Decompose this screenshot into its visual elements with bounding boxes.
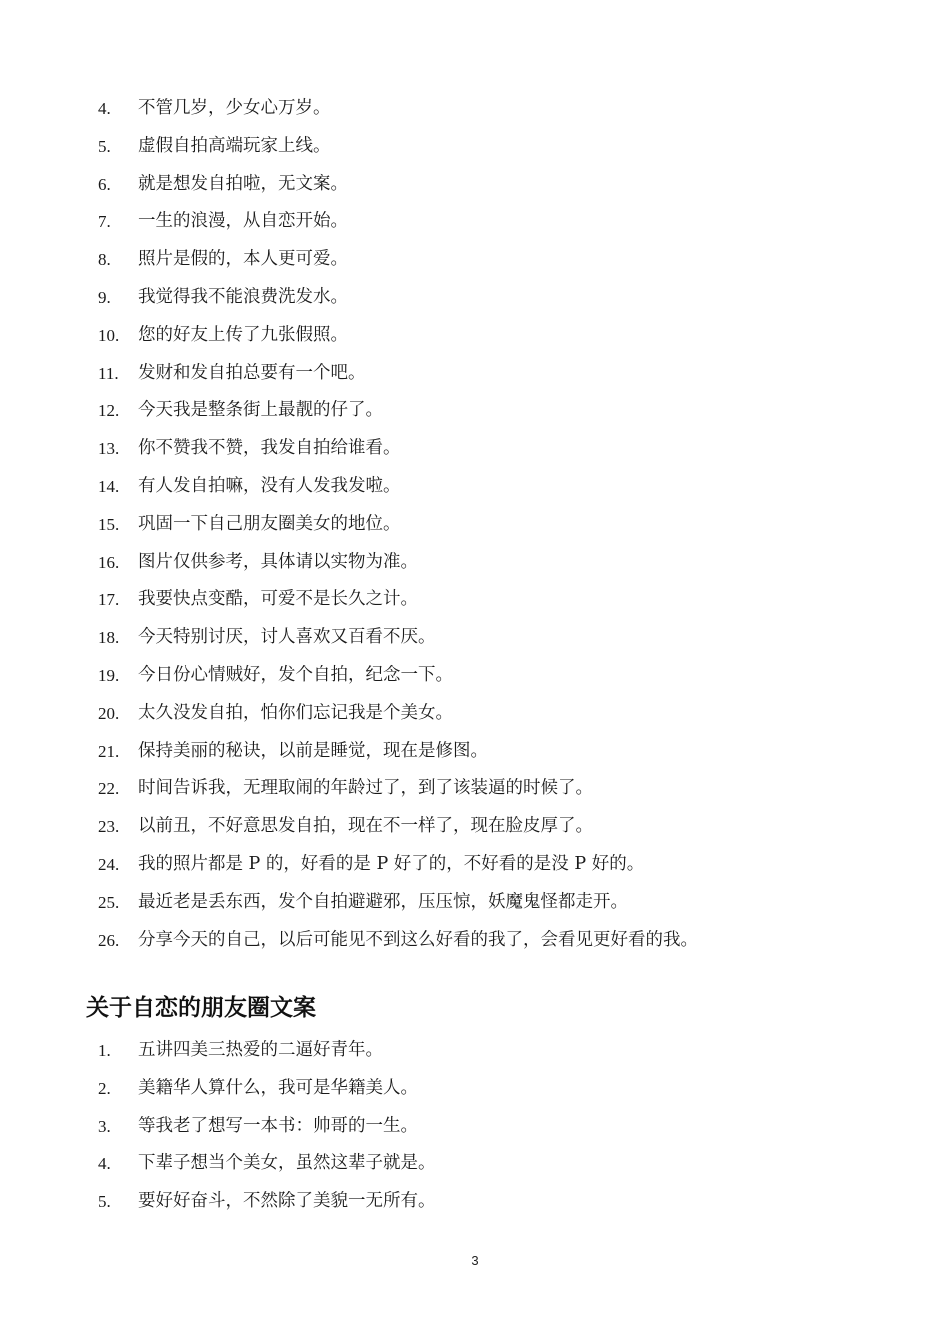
- item-number: 3.: [98, 1116, 111, 1136]
- item-text: 最近老是丢东西，发个自拍避避邪，压压惊，妖魔鬼怪都走开。: [138, 891, 628, 912]
- item-text: 图片仅供参考，具体请以实物为准。: [138, 551, 418, 572]
- list-item: [0, 733, 950, 771]
- item-number: 21.: [98, 741, 120, 761]
- list-item: [0, 203, 950, 241]
- list-item: [0, 544, 950, 582]
- list-item: [0, 581, 950, 619]
- item-number: 10.: [98, 325, 120, 345]
- item-number: 4.: [98, 99, 111, 118]
- item-number: 12.: [98, 401, 120, 421]
- item-text: 今日份心情贼好，发个自拍，纪念一下。: [138, 664, 453, 685]
- item-number: 6.: [98, 174, 111, 194]
- list-item: [0, 128, 950, 166]
- item-text: 巩固一下自己朋友圈美女的地位。: [138, 513, 401, 534]
- item-text: 照片是假的，本人更可爱。: [138, 249, 348, 270]
- item-number: 14.: [98, 476, 120, 496]
- list-item: [0, 317, 950, 355]
- item-text: 就是想发自拍啦，无文案。: [138, 173, 348, 194]
- item-text: 一生的浪漫，从自恋开始。: [138, 211, 348, 232]
- item-text: 虚假自拍高端玩家上线。: [138, 135, 331, 156]
- list-item: [0, 1070, 950, 1108]
- item-number: 5.: [98, 1192, 111, 1212]
- item-text: 保持美丽的秘诀，以前是睡觉，现在是修图。: [138, 740, 488, 761]
- list-item: [0, 1145, 950, 1183]
- item-text: 有人发自拍嘛，没有人发我发啦。: [138, 475, 401, 496]
- list-item: [0, 166, 950, 204]
- item-number: 23.: [98, 817, 120, 837]
- item-number: 2.: [98, 1078, 111, 1098]
- list-item: [0, 1032, 950, 1070]
- item-text: 我要快点变酷，可爱不是长久之计。: [138, 589, 418, 610]
- item-number: 17.: [98, 590, 120, 610]
- item-text: 我的照片都是 P 的，好看的是 P 好了的，不好看的是没 P 好的。: [138, 853, 645, 874]
- item-number: 13.: [98, 439, 120, 459]
- item-number: 18.: [98, 628, 120, 648]
- list-item: [0, 1183, 950, 1221]
- item-text: 时间告诉我，无理取闹的年龄过了，到了该装逼的时候了。: [138, 778, 593, 799]
- item-number: 5.: [98, 136, 111, 156]
- item-text: 要好好奋斗，不然除了美貌一无所有。: [138, 1191, 436, 1212]
- item-text: 今天我是整条街上最靓的仔了。: [138, 400, 383, 421]
- item-number: 4.: [98, 1154, 111, 1174]
- item-text: 以前丑，不好意思发自拍，现在不一样了，现在脸皮厚了。: [138, 816, 593, 837]
- list-item: [0, 90, 950, 128]
- list-item: [0, 430, 950, 468]
- list-item: [0, 506, 950, 544]
- page-number: 3: [471, 1253, 479, 1268]
- item-text: 太久没发自拍，怕你们忘记我是个美女。: [138, 702, 453, 723]
- item-text: 美籍华人算什么，我可是华籍美人。: [138, 1077, 418, 1098]
- item-text: 您的好友上传了九张假照。: [138, 324, 348, 345]
- list-item: [0, 619, 950, 657]
- numbered-list-selfie-captions: [0, 90, 950, 959]
- item-number: 24.: [98, 854, 120, 874]
- item-number: 22.: [98, 779, 120, 799]
- item-text: 不管几岁，少女心万岁。: [138, 98, 331, 118]
- list-item: [0, 695, 950, 733]
- item-number: 26.: [98, 930, 120, 950]
- list-item: [0, 392, 950, 430]
- list-item: [0, 355, 950, 393]
- item-text: 五讲四美三热爱的二逼好青年。: [138, 1040, 383, 1060]
- item-text: 发财和发自拍总要有一个吧。: [138, 362, 366, 383]
- list-item: [0, 884, 950, 922]
- list-item: [0, 657, 950, 695]
- list-item: [0, 468, 950, 506]
- list-item: [0, 808, 950, 846]
- item-number: 11.: [98, 363, 119, 383]
- item-text: 今天特别讨厌，讨人喜欢又百看不厌。: [138, 627, 436, 648]
- item-number: 9.: [98, 287, 111, 307]
- item-text: 我觉得我不能浪费洗发水。: [138, 286, 348, 307]
- item-number: 25.: [98, 892, 120, 912]
- list-item: [0, 770, 950, 808]
- item-text: 等我老了想写一本书：帅哥的一生。: [138, 1115, 418, 1136]
- item-number: 8.: [98, 250, 111, 270]
- list-item: [0, 922, 950, 960]
- item-number: 1.: [98, 1041, 111, 1060]
- item-text: 分享今天的自己，以后可能见不到这么好看的我了，会看见更好看的我。: [138, 929, 698, 950]
- item-number: 16.: [98, 552, 120, 572]
- section-heading: 关于自恋的朋友圈文案: [86, 995, 316, 1021]
- numbered-list-narcissism-captions: [0, 1032, 950, 1221]
- item-text: 你不赞我不赞，我发自拍给谁看。: [138, 438, 401, 459]
- list-item: [0, 1108, 950, 1146]
- list-item: [0, 846, 950, 884]
- item-number: 19.: [98, 665, 120, 685]
- item-number: 20.: [98, 703, 120, 723]
- list-item: [0, 279, 950, 317]
- item-number: 15.: [98, 514, 120, 534]
- item-number: 7.: [98, 212, 111, 232]
- list-item: [0, 241, 950, 279]
- item-text: 下辈子想当个美女，虽然这辈子就是。: [138, 1153, 436, 1174]
